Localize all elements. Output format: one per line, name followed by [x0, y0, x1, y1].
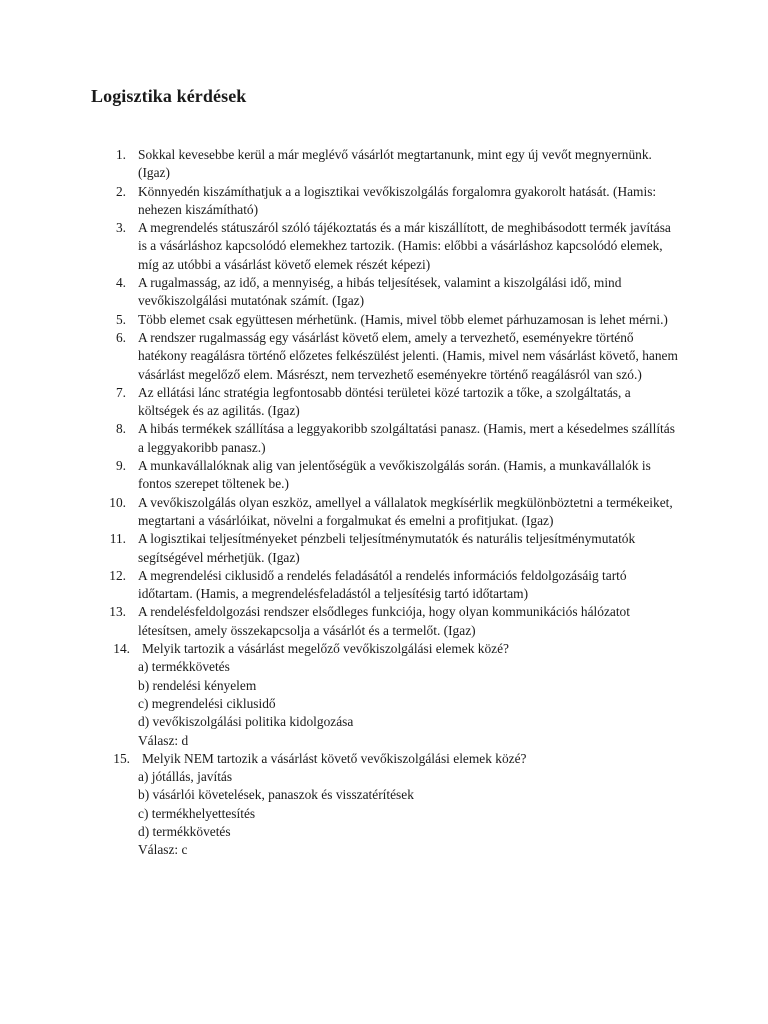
answer-key: Válasz: c — [138, 842, 188, 858]
answer-option: c) termékhelyettesítés — [138, 805, 256, 821]
item-text: Több elemet csak együttesen mérhetünk. (Hamis, mivel több elemet párhuzamosan is lehet mérni.) — [138, 311, 668, 327]
item-number: 9. — [115, 458, 126, 474]
question-text: Melyik tartozik a vásárlást megelőző vevőkiszolgálási elemek közé? — [142, 641, 509, 657]
item-text: A rendszer rugalmasság egy vásárlást követő elem, amely a tervezhető, eseményekre történő hatékony reagálásra történő előzetes felkészülést jelenti. (Hamis, mivel nem vásárlást követő, hanem vásárlást megelőző elem. Másrészt, nem tervezhető eseményekre történő reagálásról van szó.) — [138, 329, 678, 382]
item-number: 12. — [109, 567, 126, 583]
item-number: 15. — [113, 750, 130, 766]
answer-option: a) termékkövetés — [138, 659, 230, 675]
list-item — [0, 329, 678, 384]
item-number: 1. — [115, 147, 126, 162]
item-number: 10. — [109, 494, 126, 510]
list-item — [0, 567, 678, 604]
item-text: A megrendelés státuszáról szóló tájékoztatás és a már kiszállított, de meghibásodott termék javítása is a vásárláshoz kapcsolódó elemekhez tartozik. (Hamis: előbbi a vásárláshoz kapcsolódó elemek, míg az utóbbi a vásárlást követő elemek részét képezi) — [138, 220, 671, 272]
item-number: 13. — [109, 604, 126, 620]
list-item-multiple-choice — [0, 750, 678, 860]
question-text: Melyik NEM tartozik a vásárlást követő vevőkiszolgálási elemek közé? — [142, 750, 527, 766]
list-item — [0, 219, 678, 274]
answer-option: d) termékkövetés — [138, 823, 231, 839]
item-text: A hibás termékek szállítása a leggyakoribb szolgáltatási panasz. (Hamis, mert a késedelmes szállítás a leggyakoribb panasz.) — [138, 421, 675, 455]
page-title: Logisztika kérdések — [91, 86, 247, 106]
item-number: 5. — [115, 311, 126, 327]
list-item — [0, 530, 678, 567]
question-list — [0, 146, 768, 860]
answer-option: b) rendelési kényelem — [138, 677, 257, 693]
item-number: 3. — [115, 220, 126, 236]
answer-option: b) vásárlói követelések, panaszok és visszatérítések — [138, 787, 414, 803]
item-text: Sokkal kevesebbe kerül a már meglévő vásárlót megtartanunk, mint egy új vevőt megnyernünk. (Igaz) — [138, 147, 652, 181]
list-item — [0, 494, 678, 531]
item-text: A logisztikai teljesítményeket pénzbeli teljesítménymutatók és naturális teljesítménymutatók segítségével mérhetjük. (Igaz) — [138, 531, 636, 565]
item-text: A vevőkiszolgálás olyan eszköz, amellyel a vállalatok megkísérlik megkülönböztetni a termékeiket, megtartani a vásárlóikat, növelni a forgalmukat és emelni a profitjukat. (Igaz) — [138, 494, 673, 528]
list-item — [0, 384, 678, 421]
answer-option: c) megrendelési ciklusidő — [138, 695, 276, 711]
item-text: A munkavállalóknak alig van jelentőségük a vevőkiszolgálás során. (Hamis, a munkavállalók is fontos szerepet töltenek be.) — [138, 458, 651, 492]
item-number: 14. — [113, 641, 130, 657]
list-item-multiple-choice — [0, 640, 678, 750]
item-text: Könnyedén kiszámíthatjuk a a logisztikai vevőkiszolgálás forgalomra gyakorolt hatását. (Hamis: nehezen kiszámítható) — [138, 183, 657, 217]
list-item — [0, 457, 678, 494]
item-text: Az ellátási lánc stratégia legfontosabb döntési területei közé tartozik a tőke, a szolgáltatás, a költségek és az agilitás. (Igaz) — [138, 384, 631, 419]
item-number: 4. — [115, 275, 126, 291]
answer-key: Válasz: d — [138, 732, 189, 748]
list-item — [0, 311, 678, 329]
list-item — [0, 146, 678, 183]
list-item — [0, 274, 678, 311]
item-number: 11. — [109, 531, 126, 547]
answer-option: d) vevőkiszolgálási politika kidolgozása — [138, 714, 354, 730]
item-number: 7. — [115, 384, 126, 400]
answer-option: a) jótállás, javítás — [138, 769, 233, 785]
item-number: 8. — [115, 421, 126, 437]
item-number: 2. — [115, 183, 126, 199]
item-number: 6. — [115, 329, 126, 345]
item-text: A rugalmasság, az idő, a mennyiség, a hibás teljesítések, valamint a kiszolgálási idő, mind vevőkiszolgálási mutatónak számít. (Igaz) — [138, 275, 622, 309]
list-item — [0, 420, 678, 457]
list-item — [0, 183, 678, 220]
list-item — [0, 603, 678, 640]
item-text: A rendelésfeldolgozási rendszer elsődleges funkciója, hogy olyan kommunikációs hálózatot létesítsen, amely összekapcsolja a vásárlót és a termelőt. (Igaz) — [138, 604, 630, 638]
item-text: A megrendelési ciklusidő a rendelés feladásától a rendelés információs feldolgozásáig tartó időtartam. (Hamis, a megrendelésfeladástól a teljesítésig tartó időtartam) — [138, 567, 627, 602]
